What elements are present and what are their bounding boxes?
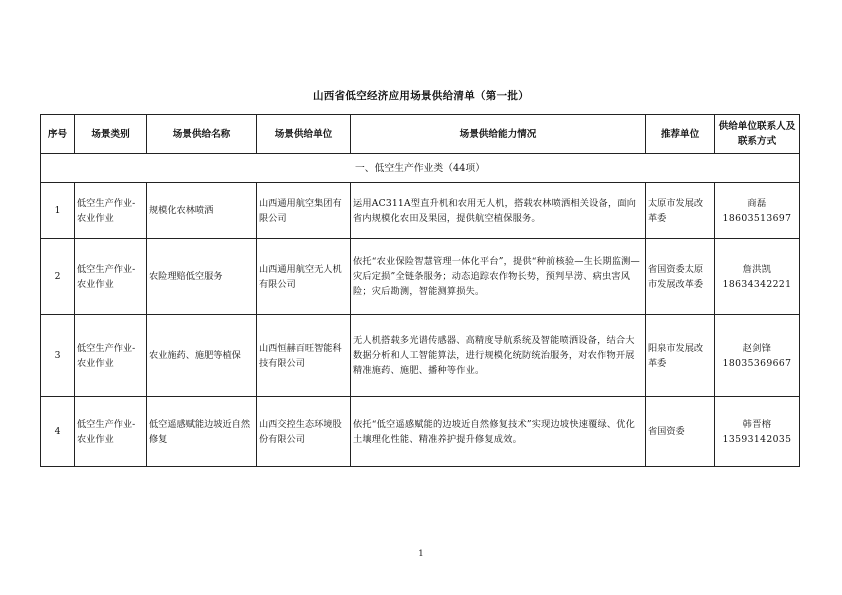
contact-name: 赵剑锋 <box>742 342 772 354</box>
row-recommender: 省国资委 <box>646 397 715 467</box>
row-contact <box>715 239 800 315</box>
row-unit: 山西交控生态环境股份有限公司 <box>257 397 351 467</box>
table-row <box>41 183 800 239</box>
row-contact <box>715 315 800 397</box>
row-category: 低空生产作业-农业作业 <box>75 239 147 315</box>
row-index: 1 <box>41 183 75 239</box>
row-unit: 山西通用航空无人机有限公司 <box>257 239 351 315</box>
table-header-row <box>41 115 800 154</box>
row-index: 4 <box>41 397 75 467</box>
document-title: 山西省低空经济应用场景供给清单（第一批） <box>313 90 529 102</box>
row-index: 2 <box>41 239 75 315</box>
table-row <box>41 315 800 397</box>
row-contact <box>715 183 800 239</box>
contact-phone: 18603513697 <box>722 212 792 224</box>
row-name: 低空遥感赋能边坡近自然修复 <box>147 397 257 467</box>
contact-name: 韩晋榕 <box>742 418 772 430</box>
header-index: 序号 <box>41 115 75 154</box>
header-category: 场景类别 <box>75 115 147 154</box>
contact-phone: 18035369667 <box>722 357 792 369</box>
row-unit: 山西通用航空集团有限公司 <box>257 183 351 239</box>
header-capability: 场景供给能力情况 <box>351 115 646 154</box>
contact-name: 商磊 <box>747 197 767 209</box>
row-recommender: 阳泉市发展改革委 <box>646 315 715 397</box>
contact-phone: 13593142035 <box>722 433 792 445</box>
row-capability: 依托“低空遥感赋能的边坡近自然修复技术”实现边坡快速覆绿、优化土壤理化性能、精准养护提升修复成效。 <box>351 397 646 467</box>
section-title: 一、低空生产作业类（44项） <box>41 154 800 183</box>
row-capability: 依托“农业保险智慧管理一体化平台”，提供“种前核验—生长期监测—灾后定损”全链条服务；动态追踪农作物长势，预判旱涝、病虫害风险；灾后勘测，智能测算损失。 <box>351 239 646 315</box>
row-unit: 山西恒赫百旺智能科技有限公司 <box>257 315 351 397</box>
header-unit: 场景供给单位 <box>257 115 351 154</box>
row-capability: 无人机搭载多光谱传感器、高精度导航系统及智能喷洒设备，结合大数据分析和人工智能算法，进行规模化统防统治服务，对农作物开展精准施药、施肥、播种等作业。 <box>351 315 646 397</box>
row-name: 规模化农林喷洒 <box>147 183 257 239</box>
row-name: 农险理赔低空服务 <box>147 239 257 315</box>
row-category: 低空生产作业-农业作业 <box>75 397 147 467</box>
contact-phone: 18634342221 <box>722 278 792 290</box>
page-number: 1 <box>418 549 424 559</box>
row-index: 3 <box>41 315 75 397</box>
contact-name: 詹洪凯 <box>742 263 772 275</box>
header-contact: 供给单位联系人及联系方式 <box>715 115 800 154</box>
row-name: 农业施药、施肥等植保 <box>147 315 257 397</box>
header-recommender: 推荐单位 <box>646 115 715 154</box>
row-category: 低空生产作业-农业作业 <box>75 183 147 239</box>
row-recommender: 省国资委太原市发展改革委 <box>646 239 715 315</box>
header-name: 场景供给名称 <box>147 115 257 154</box>
row-category: 低空生产作业-农业作业 <box>75 315 147 397</box>
table-row <box>41 239 800 315</box>
row-contact <box>715 397 800 467</box>
row-capability: 运用AC311A型直升机和农用无人机，搭载农林喷洒相关设备，面向省内规模化农田及果园，提供航空植保服务。 <box>351 183 646 239</box>
table-row <box>41 397 800 467</box>
row-recommender: 太原市发展改革委 <box>646 183 715 239</box>
section-row <box>41 154 800 183</box>
supply-table <box>40 114 800 467</box>
